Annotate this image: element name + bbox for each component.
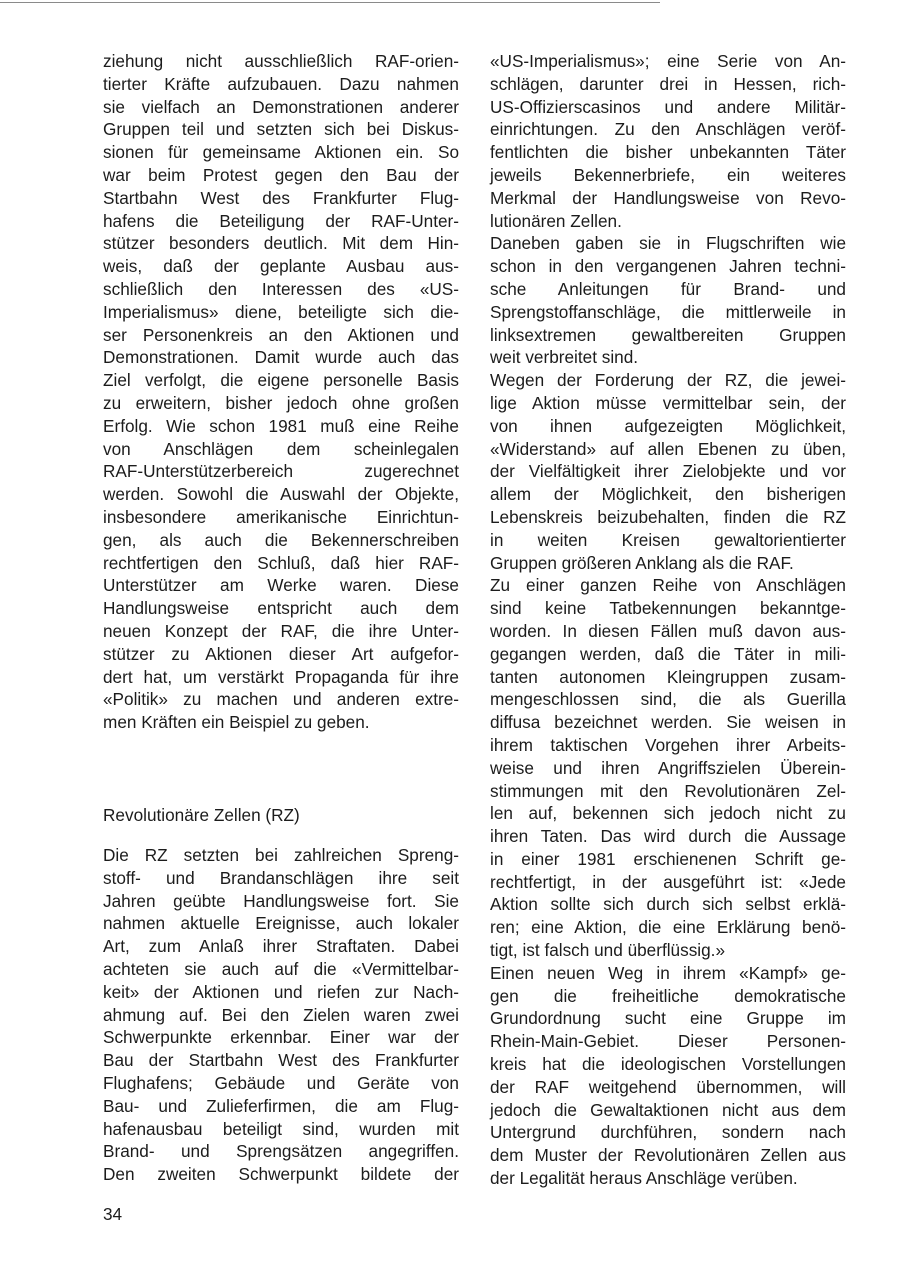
text-line: Die RZ setzten bei zahlreichen Spreng- bbox=[103, 845, 459, 865]
section-heading: Revolutionäre Zellen (RZ) bbox=[103, 805, 300, 825]
text-line: ser Personenkreis an den Aktionen und bbox=[103, 324, 459, 345]
top-rule bbox=[0, 2, 660, 3]
text-line: der Legalität heraus Anschläge verüben. bbox=[490, 1168, 798, 1189]
paragraph bbox=[490, 574, 846, 962]
text-line: keit» der Aktionen und riefen zur Nach- bbox=[103, 981, 459, 1002]
left-column bbox=[103, 50, 459, 734]
text-line: in weiten Kreisen gewaltorientierter bbox=[490, 529, 846, 550]
text-line: Gruppen teil und setzten sich bei Diskus- bbox=[103, 119, 459, 140]
paragraph bbox=[490, 232, 846, 369]
paragraph bbox=[490, 369, 846, 574]
text-line: stimmungen mit den Revolutionären Zel- bbox=[490, 780, 846, 801]
text-line: Aktion sollte sich durch sich selbst erklä- bbox=[490, 894, 846, 915]
text-line: Bau der Startbahn West des Frankfurter bbox=[103, 1050, 459, 1071]
text-line: kreis hat die ideologischen Vorstellungen bbox=[490, 1054, 846, 1075]
text-line: schon in den vergangenen Jahren techni- bbox=[490, 256, 846, 277]
text-line: werden. Sowohl die Auswahl der Objekte, bbox=[103, 484, 459, 505]
text-line: Brand- und Sprengsätzen angegriffen. bbox=[103, 1141, 459, 1162]
text-line: jedoch die Gewaltaktionen nicht aus dem bbox=[490, 1099, 846, 1120]
text-line: Wegen der Forderung der RZ, die jewei- bbox=[490, 370, 846, 391]
text-line: worden. In diesen Fällen muß davon aus- bbox=[490, 620, 846, 641]
text-line: «Politik» zu machen und anderen extre- bbox=[103, 689, 459, 710]
text-line: achteten sie auch auf die «Vermittelbar- bbox=[103, 958, 459, 979]
text-line: Den zweiten Schwerpunkt bildete der bbox=[103, 1164, 459, 1185]
text-line: dert hat, um verstärkt Propaganda für ihre bbox=[103, 666, 459, 687]
paragraph bbox=[103, 844, 459, 1186]
text-line: der RAF weitgehend übernommen, will bbox=[490, 1076, 846, 1097]
text-line: stützer besonders deutlich. Mit dem Hin- bbox=[103, 233, 459, 254]
text-line: insbesondere amerikanische Einrichtun- bbox=[103, 506, 459, 527]
text-line: Gruppen größeren Anklang als die RAF. bbox=[490, 552, 794, 573]
text-line: Demonstrationen. Damit wurde auch das bbox=[103, 347, 459, 368]
text-line: Zu einer ganzen Reihe von Anschlägen bbox=[490, 575, 846, 596]
text-line: lutionären Zellen. bbox=[490, 210, 622, 231]
text-line: Merkmal der Handlungsweise von Revo- bbox=[490, 187, 846, 208]
text-line: rechtfertigt, in der ausgeführt ist: «Jede bbox=[490, 871, 846, 892]
text-line: stützer zu Aktionen dieser Art aufgefor- bbox=[103, 643, 459, 664]
text-line: ihrem taktischen Vorgehen ihrer Arbeits- bbox=[490, 734, 846, 755]
text-line: stoff- und Brandanschlägen ihre seit bbox=[103, 867, 459, 888]
text-line: Jahren geübte Handlungsweise fort. Sie bbox=[103, 890, 459, 911]
paragraph bbox=[103, 50, 459, 734]
text-line: US-Offizierscasinos und andere Militär- bbox=[490, 96, 846, 117]
text-line: Imperialismus» diene, beteiligte sich die- bbox=[103, 301, 459, 322]
text-line: diffusa bezeichnet werden. Sie weisen in bbox=[490, 712, 846, 733]
text-line: war beim Protest gegen den Bau der bbox=[103, 164, 459, 185]
text-line: «Widerstand» auf allen Ebenen zu üben, bbox=[490, 438, 846, 459]
text-line: tanten autonomen Kleingruppen zusam- bbox=[490, 666, 846, 687]
text-line: linksextremen gewaltbereiten Gruppen bbox=[490, 324, 846, 345]
text-line: Bau- und Zulieferfirmen, die am Flug- bbox=[103, 1095, 459, 1116]
text-line: einrichtungen. Zu den Anschlägen veröf- bbox=[490, 119, 846, 140]
text-line: «US-Imperialismus»; eine Serie von An- bbox=[490, 51, 846, 71]
text-line: mengeschlossen sind, die als Guerilla bbox=[490, 689, 846, 710]
text-line: von ihnen aufgezeigten Möglichkeit, bbox=[490, 415, 846, 436]
text-line: Sprengstoffanschläge, die mittlerweile in bbox=[490, 301, 846, 322]
paragraph bbox=[490, 962, 846, 1190]
text-line: hafens die Beteiligung der RAF-Unter- bbox=[103, 210, 459, 231]
text-line: len auf, bekennen sich jedoch nicht zu bbox=[490, 803, 846, 824]
text-line: Einen neuen Weg in ihrem «Kampf» ge- bbox=[490, 962, 846, 983]
text-line: sie vielfach an Demonstrationen anderer bbox=[103, 96, 459, 117]
text-line: ren; eine Aktion, die eine Erklärung benö- bbox=[490, 917, 846, 938]
text-line: neuen Konzept der RAF, die ihre Unter- bbox=[103, 620, 459, 641]
text-line: tierter Kräfte aufzubauen. Dazu nahmen bbox=[103, 73, 459, 94]
text-line: ihren Taten. Das wird durch die Aussage bbox=[490, 826, 846, 847]
paragraph bbox=[490, 50, 846, 232]
text-line: rechtfertigen den Schluß, daß hier RAF- bbox=[103, 552, 459, 573]
text-line: ahmung auf. Bei den Zielen waren zwei bbox=[103, 1004, 459, 1025]
text-line: zu erweitern, bisher jedoch ohne großen bbox=[103, 392, 459, 413]
text-line: Handlungsweise entspricht auch dem bbox=[103, 598, 459, 619]
text-line: weis, daß der geplante Ausbau aus- bbox=[103, 256, 459, 277]
text-line: weit verbreitet sind. bbox=[490, 347, 639, 368]
text-line: schlägen, darunter drei in Hessen, rich- bbox=[490, 73, 846, 94]
text-line: nahmen aktuelle Ereignisse, auch lokaler bbox=[103, 913, 459, 934]
text-line: ziehung nicht ausschließlich RAF-orien- bbox=[103, 51, 459, 71]
text-line: sionen für gemeinsame Aktionen ein. So bbox=[103, 142, 459, 163]
text-line: Unterstützer am Werke waren. Diese bbox=[103, 575, 459, 596]
text-line: Startbahn West des Frankfurter Flug- bbox=[103, 187, 459, 208]
text-line: weise und ihren Angriffszielen Überein- bbox=[490, 757, 846, 778]
text-line: von Anschlägen dem scheinlegalen bbox=[103, 438, 459, 459]
text-line: jeweils Bekennerbriefe, ein weiteres bbox=[490, 164, 846, 185]
left-column-lower bbox=[103, 844, 459, 1186]
page-number: 34 bbox=[103, 1204, 123, 1224]
text-line: dem Muster der Revolutionären Zellen aus bbox=[490, 1145, 846, 1166]
text-line: Lebenskreis beizubehalten, finden die RZ bbox=[490, 506, 846, 527]
text-line: Rhein-Main-Gebiet. Dieser Personen- bbox=[490, 1031, 846, 1052]
text-line: RAF-Unterstützerbereich zugerechnet bbox=[103, 461, 459, 482]
text-line: Erfolg. Wie schon 1981 muß eine Reihe bbox=[103, 415, 459, 436]
right-column bbox=[490, 50, 846, 1190]
text-line: gen die freiheitliche demokratische bbox=[490, 985, 846, 1006]
text-line: in einer 1981 erschienenen Schrift ge- bbox=[490, 848, 846, 869]
text-line: tigt, ist falsch und überflüssig.» bbox=[490, 940, 726, 961]
text-line: fentlichten die bisher unbekannten Täter bbox=[490, 142, 846, 163]
text-line: Ziel verfolgt, die eigene personelle Basis bbox=[103, 370, 459, 391]
text-line: gen, als auch die Bekennerschreiben bbox=[103, 529, 459, 550]
text-line: gegangen werden, daß die Täter in mili- bbox=[490, 643, 846, 664]
text-line: Flughafens; Gebäude und Geräte von bbox=[103, 1072, 459, 1093]
text-line: der Vielfältigkeit ihrer Zielobjekte und vor bbox=[490, 461, 846, 482]
text-line: Schwerpunkte erkennbar. Einer war der bbox=[103, 1027, 459, 1048]
text-line: Untergrund durchführen, sondern nach bbox=[490, 1122, 846, 1143]
text-line: sche Anleitungen für Brand- und bbox=[490, 278, 846, 299]
text-line: men Kräften ein Beispiel zu geben. bbox=[103, 712, 370, 733]
text-line: hafenausbau beteiligt sind, wurden mit bbox=[103, 1118, 459, 1139]
text-line: Grundordnung sucht eine Gruppe im bbox=[490, 1008, 846, 1029]
text-line: Art, zum Anlaß ihrer Straftaten. Dabei bbox=[103, 936, 459, 957]
text-line: sind keine Tatbekennungen bekanntge- bbox=[490, 598, 846, 619]
text-line: schließlich den Interessen des «US- bbox=[103, 278, 459, 299]
text-line: Daneben gaben sie in Flugschriften wie bbox=[490, 233, 846, 254]
text-line: lige Aktion müsse vermittelbar sein, der bbox=[490, 392, 846, 413]
text-line: allem der Möglichkeit, den bisherigen bbox=[490, 484, 846, 505]
